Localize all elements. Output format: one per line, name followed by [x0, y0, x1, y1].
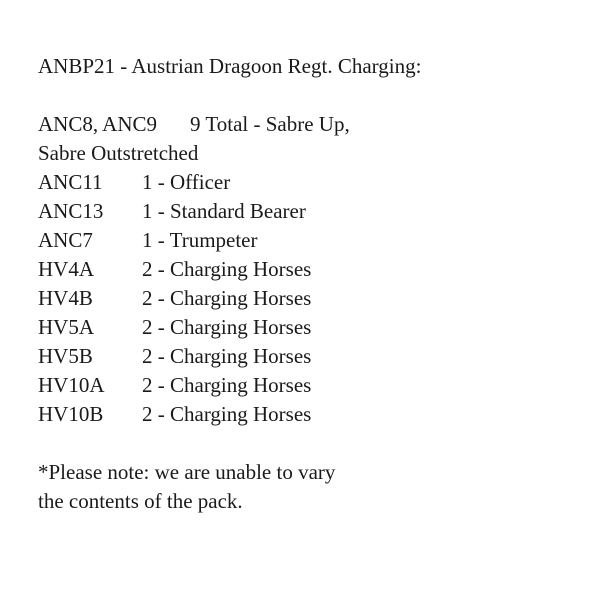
- list-item: [38, 284, 578, 313]
- item-code: HV10A: [38, 373, 105, 397]
- item-description: 2 - Charging Horses: [142, 344, 312, 368]
- item-description: 2 - Charging Horses: [142, 315, 312, 339]
- item-list: [38, 168, 578, 429]
- item-description: 1 - Standard Bearer: [142, 199, 306, 223]
- intro-continuation: Sabre Outstretched: [38, 141, 199, 165]
- item-description: 1 - Trumpeter: [142, 228, 258, 252]
- item-code: ANC7: [38, 228, 93, 252]
- item-description: 2 - Charging Horses: [142, 257, 312, 281]
- item-description: 2 - Charging Horses: [142, 402, 312, 426]
- list-item: [38, 342, 578, 371]
- item-code: ANC13: [38, 199, 104, 223]
- pack-title: ANBP21 - Austrian Dragoon Regt. Charging:: [38, 54, 422, 78]
- item-code: HV10B: [38, 402, 104, 426]
- intro-entry: [38, 110, 578, 168]
- item-description: 1 - Officer: [142, 170, 231, 194]
- list-item: [38, 371, 578, 400]
- intro-row: [38, 110, 578, 139]
- intro-description: 9 Total - Sabre Up,: [190, 112, 350, 136]
- pack-note: *Please note: we are unable to vary the contents of the pack.: [38, 460, 336, 513]
- item-code: HV4B: [38, 286, 93, 310]
- pack-contents-document: [38, 52, 578, 537]
- item-code: HV4A: [38, 257, 94, 281]
- list-item: [38, 226, 578, 255]
- list-item: [38, 313, 578, 342]
- item-code: ANC11: [38, 170, 103, 194]
- item-description: 2 - Charging Horses: [142, 286, 312, 310]
- item-description: 2 - Charging Horses: [142, 373, 312, 397]
- list-item: [38, 168, 578, 197]
- item-code: HV5A: [38, 315, 94, 339]
- list-item: [38, 197, 578, 226]
- item-code: HV5B: [38, 344, 93, 368]
- intro-code: ANC8, ANC9: [38, 112, 158, 136]
- list-item: [38, 255, 578, 284]
- list-item: [38, 400, 578, 429]
- intro-continuation-row: [38, 139, 578, 168]
